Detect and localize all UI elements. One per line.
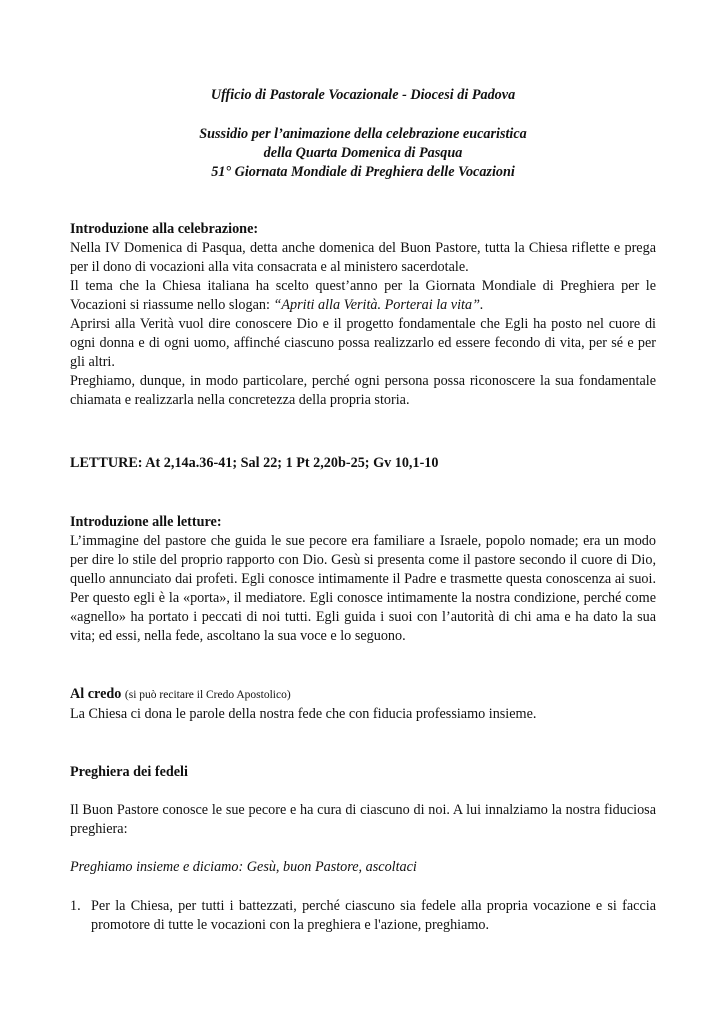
credo-note: (si può recitare il Credo Apostolico) (124, 689, 291, 701)
preghiera-heading: Preghiera dei fedeli (70, 764, 188, 780)
intro-celebrazione-p1: Nella IV Domenica di Pasqua, detta anche domenica del Buon Pastore, tutta la Chiesa riflette e prega per il dono di vocazioni alla vita consacrata e al ministero sacerdotale. (70, 240, 656, 275)
intro-celebrazione-p4: Preghiamo, dunque, in modo particolare, perché ogni persona possa riconoscere la sua fondamentale chiamata e realizzarla nella concretezza della propria storia. (70, 373, 656, 408)
intro-letture-text: L’immagine del pastore che guida le sue pecore era familiare a Israele, popolo nomade; era un modo per dire lo stile del proprio rapporto con Dio. Gesù si presenta come il pastore secondo il cuore di Dio, quello annunciato dai profeti. Egli conosce intimamente il Padre e trasmette questa conoscenza ai suoi. Per questo egli è la «porta», il mediatore. Egli conosce intimamente la nostra condizione, perché come «agnello» ha portato i peccati di noi tutti. Egli guida i suoi con l’autorità di chi ama e ha dato la sua vita; ed essi, nella fede, ascoltano la sua voce e lo seguono. (70, 533, 656, 644)
intro-celebrazione-section (70, 220, 656, 410)
prayer-item (70, 897, 656, 935)
prayer-item-number: 1. (70, 898, 81, 914)
intro-celebrazione-p2-text: Il tema che la Chiesa italiana ha scelto quest’anno per la Giornata Mondiale di Preghiera per le Vocazioni si riassume nello slogan: (70, 278, 656, 313)
prayer-item-text: Per la Chiesa, per tutti i battezzati, perché ciascuno sia fedele alla propria vocazione e si faccia promotore di tutte le vocazioni con la preghiera e l'azione, preghiamo. (91, 898, 656, 933)
subtitle-line-1: Sussidio per l’animazione della celebrazione eucaristica (199, 126, 527, 142)
intro-celebrazione-p3: Aprirsi alla Verità vuol dire conoscere Dio e il progetto fondamentale che Egli ha posto nel cuore di ogni donna e di ogni uomo, affinché ciascuno possa realizzarlo ed essere fecondo di vita, per sé e per gli altri. (70, 316, 656, 370)
letture-heading: LETTURE: At 2,14a.36-41; Sal 22; 1 Pt 2,20b-25; Gv 10,1-10 (70, 455, 439, 471)
intro-letture-section (70, 513, 656, 646)
intro-celebrazione-heading: Introduzione alla celebrazione: (70, 221, 259, 237)
preghiera-intro: Il Buon Pastore conosce le sue pecore e ha cura di ciascuno di noi. A lui innalziamo la nostra fiduciosa preghiera: (70, 802, 656, 837)
preghiera-response: Preghiamo insieme e diciamo: Gesù, buon Pastore, ascoltaci (70, 859, 417, 875)
credo-text: La Chiesa ci dona le parole della nostra fede che con fiducia professiamo insieme. (70, 706, 537, 722)
slogan: “Apriti alla Verità. Porterai la vita”. (273, 297, 484, 313)
credo-heading: Al credo (70, 686, 122, 702)
intro-letture-heading: Introduzione alle letture: (70, 514, 222, 530)
intro-celebrazione-p2 (70, 277, 656, 315)
subsidy-title (70, 125, 656, 182)
credo-section (70, 685, 656, 724)
credo-heading-line (70, 685, 656, 705)
subtitle-line-3: 51° Giornata Mondiale di Preghiera delle Vocazioni (211, 164, 515, 180)
office-title: Ufficio di Pastorale Vocazionale - Diocesi di Padova (210, 87, 516, 103)
subtitle-line-2: della Quarta Domenica di Pasqua (263, 145, 463, 161)
